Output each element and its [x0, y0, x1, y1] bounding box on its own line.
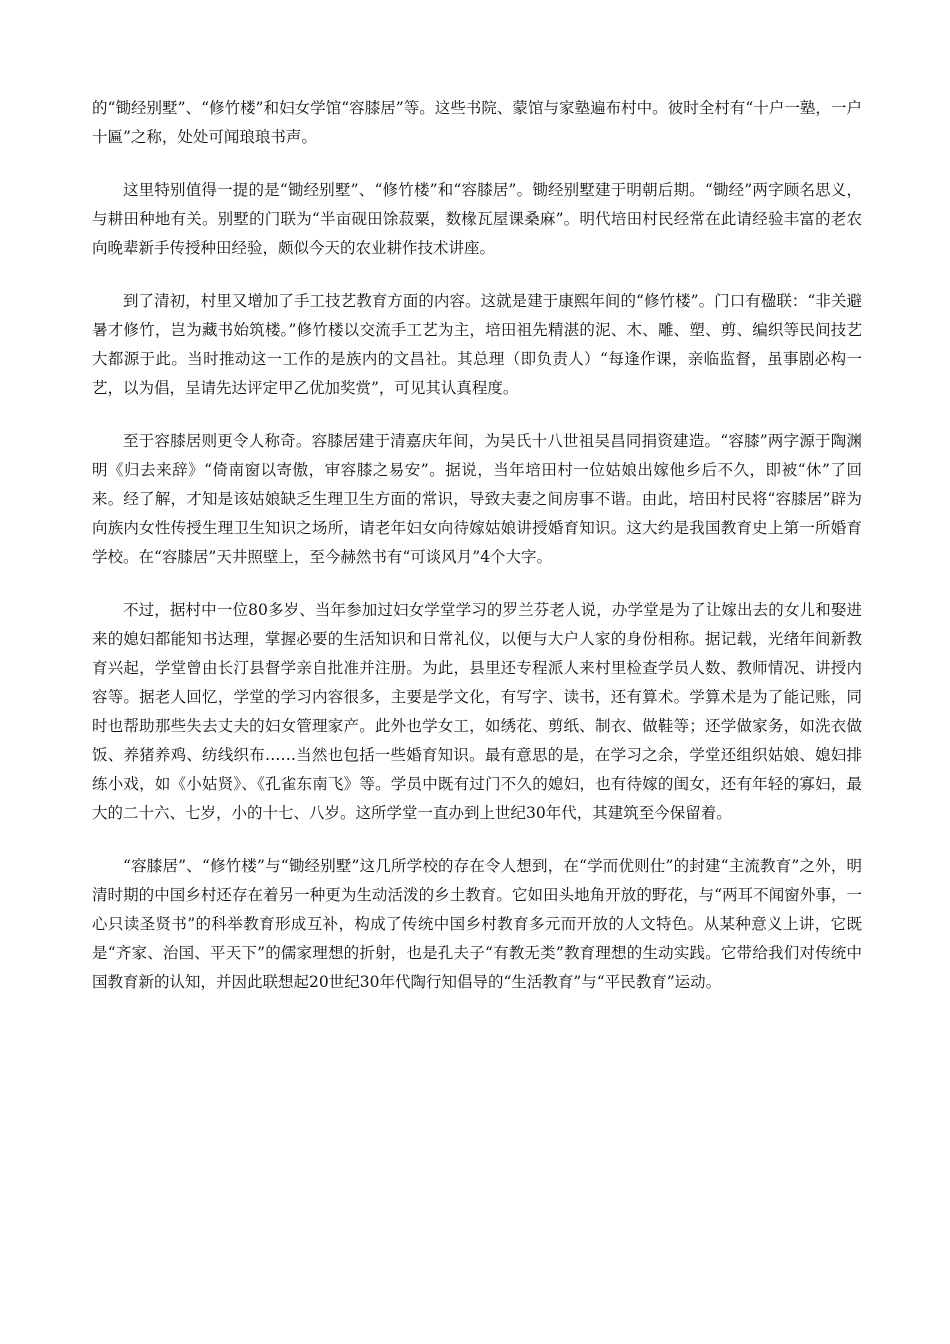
paragraph-conclusion: “容膝居”、“修竹楼”与“锄经别墅”这几所学校的存在令人想到，在“学而优则仕”的封建“主流教育”之外，明清时期的中国乡村还存在着另一种更为生动活泼的乡土教育。它如田头地角开放的野花，与“两耳不闻窗外事，一心只读圣贤书”的科举教育形成互补，构成了传统中国乡村教育多元而开放的人文特色。从某种意义上讲，它既是“齐家、治国、平天下”的儒家理想的折射，也是孔夫子“有教无类”教育理想的生动实践。它带给我们对传统中国教育新的认知，并因此联想起20世纪30年代陶行知倡导的“生活教育”与“平民教育”运动。	[92, 857, 862, 991]
document-body	[92, 94, 862, 1021]
paragraph-continuation: 的“锄经别墅”、“修竹楼”和妇女学馆“容膝居”等。这些书院、蒙馆与家塾遍布村中。彼时全村有“十户一塾，一户十匾”之称，处处可闻琅琅书声。	[92, 99, 862, 146]
paragraph-womens-school: 不过，据村中一位80多岁、当年参加过妇女学堂学习的罗兰芬老人说，办学堂是为了让嫁出去的女儿和娶进来的媳妇都能知书达理，掌握必要的生活知识和日常礼仪，以便与大户人家的身份相称。据记载，光绪年间新教育兴起，学堂曾由长汀县督学亲自批准并注册。为此，县里还专程派人来村里检查学员人数、教师情况、讲授内容等。据老人回忆，学堂的学习内容很多，主要是学文化，有写字、读书，还有算术。学算术是为了能记账，同时也帮助那些失去丈夫的妇女管理家产。此外也学女工，如绣花、剪纸、制衣、做鞋等；还学做家务，如洗衣做饭、养猪养鸡、纺线织布……当然也包括一些婚育知识。最有意思的是，在学习之余，学堂还组织姑娘、媳妇排练小戏，如《小姑贤》、《孔雀东南飞》等。学员中既有过门不久的媳妇，也有待嫁的闺女，还有年轻的寡妇，最大的二十六、七岁，小的十七、八岁。这所学堂一直办到上世纪30年代，其建筑至今保留着。	[92, 601, 862, 822]
paragraph-rongxi-ju: 至于容膝居则更令人称奇。容膝居建于清嘉庆年间，为吴氏十八世祖吴昌同捐资建造。“容膝”两字源于陶渊明《归去来辞》“倚南窗以寄傲，审容膝之易安”。据说，当年培田村一位姑娘出嫁他乡后不久，即被“休”了回来。经了解，才知是该姑娘缺乏生理卫生方面的常识，导致夫妻之间房事不谐。由此，培田村民将“容膝居”辟为向族内女性传授生理卫生知识之场所，请老年妇女向待嫁姑娘讲授婚育知识。这大约是我国教育史上第一所婚育学校。在“容膝居”天井照壁上，至今赫然书有“可谈风月”4个大字。	[92, 432, 862, 566]
paragraph-xiuzhu-tower: 到了清初，村里又增加了手工技艺教育方面的内容。这就是建于康熙年间的“修竹楼”。门口有楹联：“非关避暑才修竹，岂为藏书始筑楼。”修竹楼以交流手工艺为主，培田祖先精湛的泥、木、雕、塑、剪、编织等民间技艺大都源于此。当时推动这一工作的是族内的文昌社。其总理（即负责人）“每逢作课，亲临监督，虽事剧必构一艺，以为倡，呈请先达评定甲乙优加奖赏”，可见其认真程度。	[92, 292, 862, 397]
paragraph-chujing-villa: 这里特别值得一提的是“锄经别墅”、“修竹楼”和“容膝居”。锄经别墅建于明朝后期。“锄经”两字顾名思义，与耕田种地有关。别墅的门联为“半亩砚田馀菽粟，数椽瓦屋课桑麻”。明代培田村民经常在此请经验丰富的老农向晚辈新手传授种田经验，颇似今天的农业耕作技术讲座。	[92, 181, 862, 257]
